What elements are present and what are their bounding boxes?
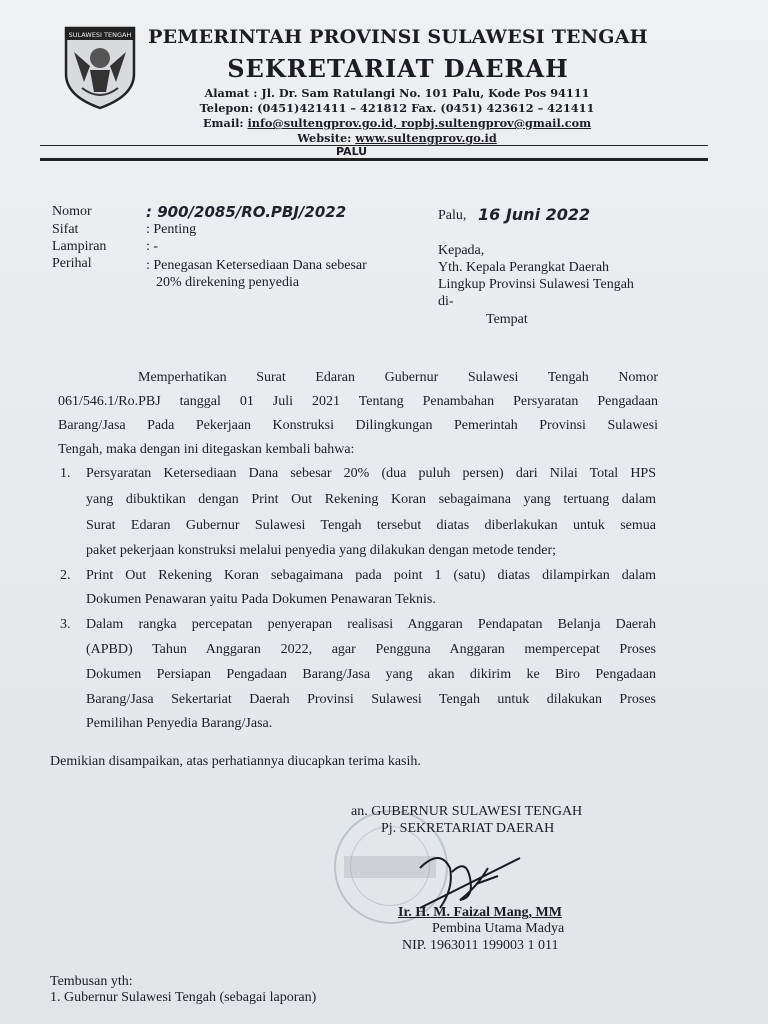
list-item-line: Persyaratan Ketersediaan Dana sebesar 20% (dua puluh persen) dari Nilai Total HPS xyxy=(86,466,656,481)
letterhead-contact xyxy=(162,86,632,146)
email-label: Email: xyxy=(202,116,244,130)
cc-label: Tembusan yth: xyxy=(50,974,133,989)
list-item-line: paket pekerjaan konstruksi melalui penyedia yang dilakukan dengan metode tender; xyxy=(86,543,557,558)
date-place: Palu, xyxy=(438,208,467,223)
list-item-line: Print Out Rekening Koran sebagaimana pada point 1 (satu) diatas dilampirkan dalam xyxy=(86,568,656,583)
closing-statement: Demikian disampaikan, atas perhatiannya diucapkan terima kasih. xyxy=(50,754,421,769)
date-value: 16 Juni 2022 xyxy=(478,205,591,224)
list-item-line: Dokumen Penawaran yaitu Pada Dokumen Penawaran Teknis. xyxy=(86,592,436,607)
lampiran-value: : - xyxy=(146,239,159,254)
letterhead-city: PALU xyxy=(336,145,368,158)
letterhead-rule-thin xyxy=(40,145,708,146)
letterhead-office: SEKRETARIAT DAERAH xyxy=(227,54,569,83)
perihal-line2: 20% direkening penyedia xyxy=(156,275,300,290)
list-item-line: (APBD) Tahun Anggaran 2022, agar Pengguna Anggaran mempercepat Proses xyxy=(86,642,656,657)
recipient-line2: Lingkup Provinsi Sulawesi Tengah xyxy=(438,277,634,292)
list-item-line: Pemilihan Penyedia Barang/Jasa. xyxy=(86,716,273,731)
website-link[interactable]: www.sultengprov.go.id xyxy=(355,131,497,145)
letterhead-government: PEMERINTAH PROVINSI SULAWESI TENGAH xyxy=(148,26,648,48)
recipient-line3: di- xyxy=(438,294,454,309)
logo-text: SULAWESI TENGAH xyxy=(68,31,132,39)
intro-line4: Tengah, maka dengan ini ditegaskan kembali bahwa: xyxy=(58,442,355,457)
recipient-line4: Tempat xyxy=(486,312,528,327)
intro-line2: 061/546.1/Ro.PBJ tanggal 01 Juli 2021 Tentang Penambahan Persyaratan Pengadaan xyxy=(58,394,658,409)
lampiran-label: Lampiran xyxy=(52,239,107,254)
letterhead-rule-thick xyxy=(40,158,708,161)
letterhead-email xyxy=(162,116,632,131)
letterhead-phone: Telepon: (0451)421411 – 421812 Fax. (0451) 423612 – 421411 xyxy=(199,101,595,115)
recipient-line1: Yth. Kepala Perangkat Daerah xyxy=(438,260,610,275)
item-number: 1. xyxy=(60,466,71,481)
intro-line1: Memperhatikan Surat Edaran Gubernur Sulawesi Tengah Nomor xyxy=(138,370,658,385)
nomor-label: Nomor xyxy=(52,204,92,219)
signatory-nip: NIP. 1963011 199003 1 011 xyxy=(402,938,559,953)
list-item-line: Barang/Jasa Sekertariat Daerah Provinsi Sulawesi Tengah untuk dilakukan Proses xyxy=(86,692,656,707)
signatory-rank: Pembina Utama Madya xyxy=(432,921,565,936)
kepada-label: Kepada, xyxy=(438,243,485,258)
perihal-line1: : Penegasan Ketersediaan Dana sebesar xyxy=(146,258,367,273)
list-item-line: Surat Edaran Gubernur Sulawesi Tengah tersebut diatas diberlakukan untuk semua xyxy=(86,518,656,533)
intro-line3: Barang/Jasa Pada Pekerjaan Konstruksi Dilingkungan Pemerintah Provinsi Sulawesi xyxy=(58,418,658,433)
list-item-line: Dalam rangka percepatan penyerapan realisasi Anggaran Pendapatan Belanja Daerah xyxy=(86,617,656,632)
letterhead-website xyxy=(162,131,632,146)
list-item-line: yang dibuktikan dengan Print Out Rekening Koran sebagaimana yang tertuang dalam xyxy=(86,492,656,507)
website-label: Website: xyxy=(297,131,352,145)
signatory-name: Ir. H. M. Faizal Mang, MM xyxy=(398,905,562,920)
list-item-line: Dokumen Persiapan Pengadaan Barang/Jasa yang akan dikirim ke Biro Pengadaan xyxy=(86,667,656,682)
signature-title-line2: Pj. SEKRETARIAT DAERAH xyxy=(381,821,555,836)
signature-title-line1: an. GUBERNUR SULAWESI TENGAH xyxy=(351,804,583,819)
nomor-value: : 900/2085/RO.PBJ/2022 xyxy=(146,203,347,221)
sifat-value: : Penting xyxy=(146,222,197,237)
item-number: 3. xyxy=(60,617,71,632)
perihal-label: Perihal xyxy=(52,256,92,271)
cc-item: 1. Gubernur Sulawesi Tengah (sebagai laporan) xyxy=(50,990,317,1005)
item-number: 2. xyxy=(60,568,71,583)
email-link[interactable]: info@sultengprov.go.id, ropbj.sultengprov@gmail.com xyxy=(247,116,592,130)
sifat-label: Sifat xyxy=(52,222,79,237)
letterhead-address: Alamat : Jl. Dr. Sam Ratulangi No. 101 Palu, Kode Pos 94111 xyxy=(204,86,590,100)
